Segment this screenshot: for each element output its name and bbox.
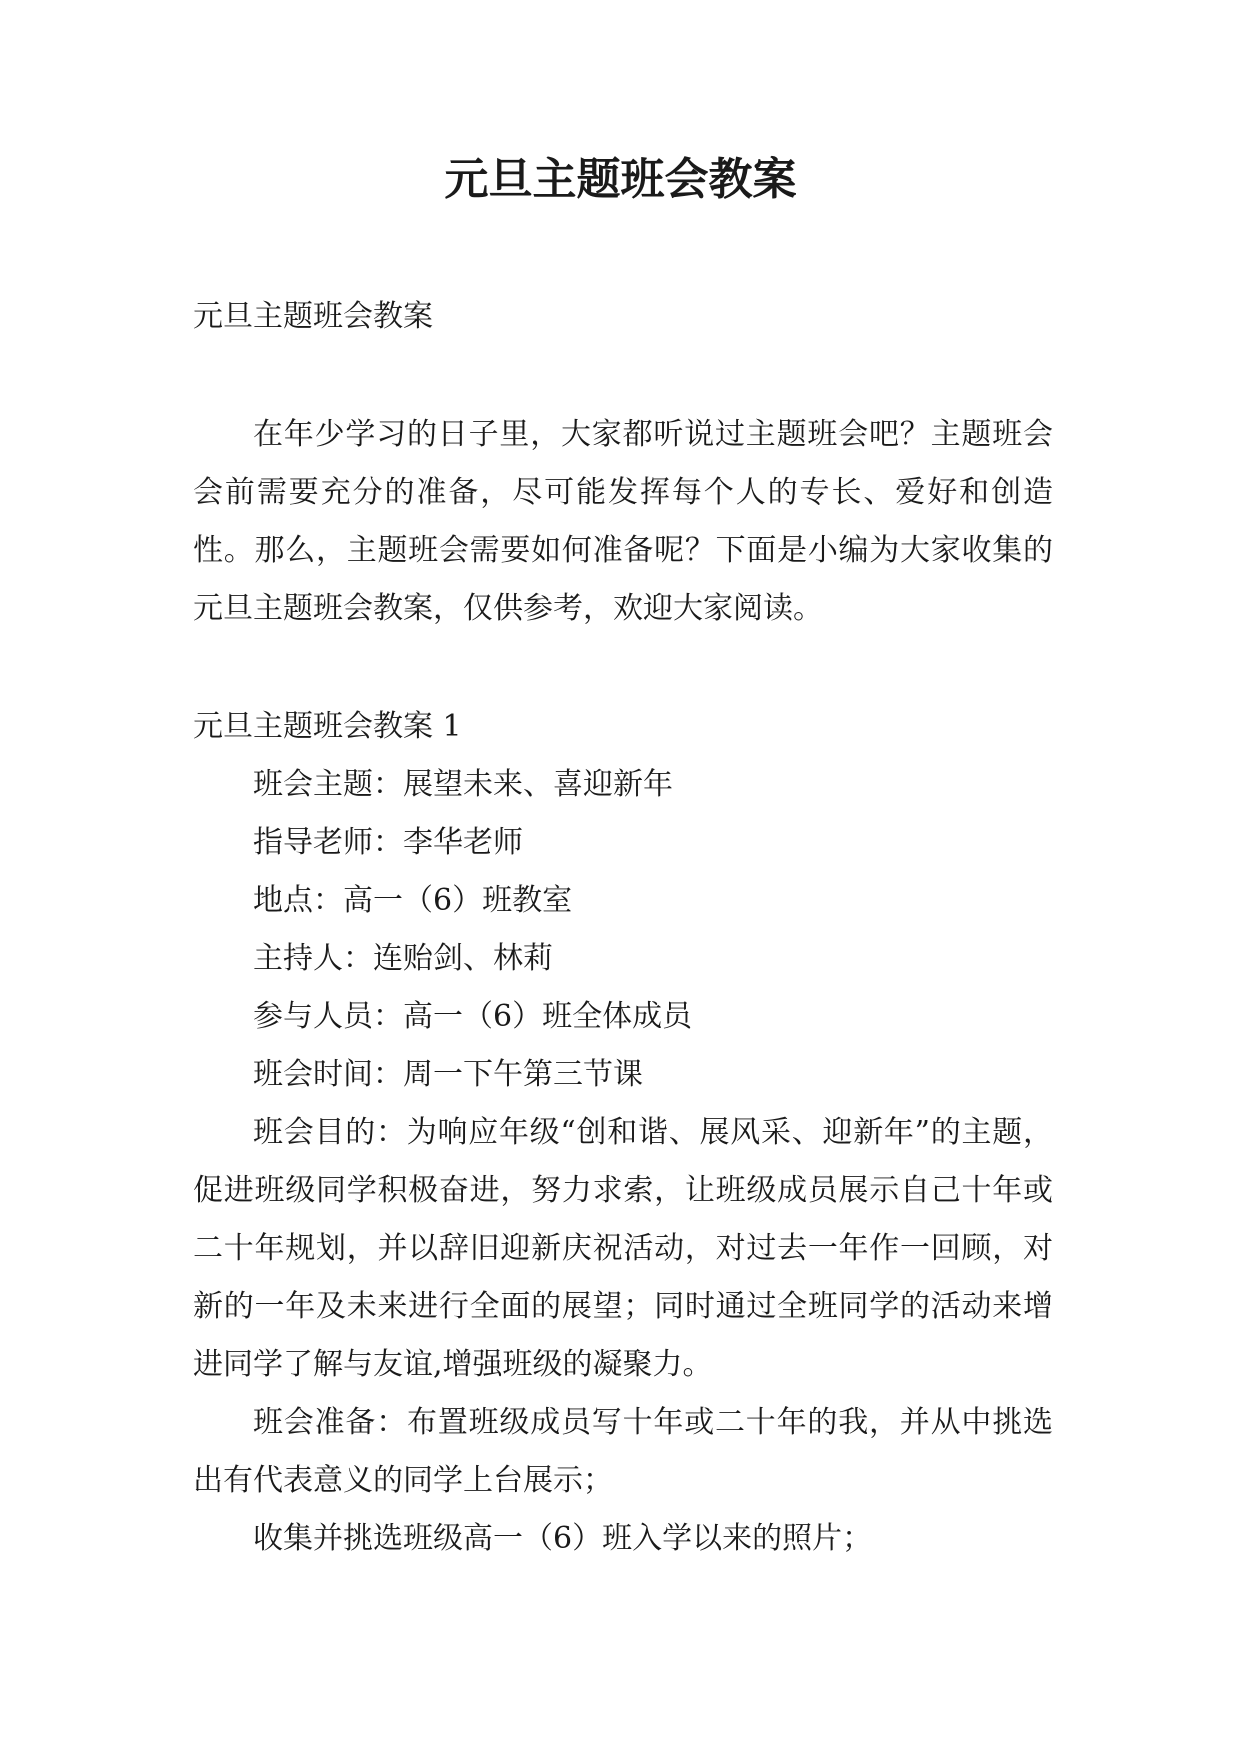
purpose-paragraph: 班会目的：为响应年级“创和谐、展风采、迎新年”的主题，促进班级同学积极奋进，努力求索，让班级成员展示自己十年或二十年规划，并以辞旧迎新庆祝活动，对过去一年作一回顾，对新的一年及未来进行全面的展望；同时通过全班同学的活动来增进同学了解与友谊,增强班级的凝聚力。: [193, 1115, 1053, 1382]
field-location: 地点：高一（6）班教室: [253, 883, 573, 918]
field-theme: 班会主题：展望未来、喜迎新年: [253, 767, 673, 802]
document-subtitle: 元旦主题班会教案: [193, 299, 433, 334]
document-body: [193, 288, 1053, 1568]
collection-paragraph: 收集并挑选班级高一（6）班入学以来的照片；: [253, 1521, 873, 1556]
field-teacher: 指导老师：李华老师: [253, 825, 523, 860]
preparation-paragraph: 班会准备：布置班级成员写十年或二十年的我，并从中挑选出有代表意义的同学上台展示；: [193, 1405, 1053, 1498]
field-participants: 参与人员：高一（6）班全体成员: [253, 999, 693, 1034]
document-title: 元旦主题班会教案: [444, 154, 797, 205]
field-host: 主持人：连贻剑、林莉: [253, 941, 553, 976]
intro-paragraph: 在年少学习的日子里，大家都听说过主题班会吧？主题班会会前需要充分的准备，尽可能发挥每个人的专长、爱好和创造性。那么，主题班会需要如何准备呢？下面是小编为大家收集的元旦主题班会教案，仅供参考，欢迎大家阅读。: [193, 417, 1053, 626]
section-heading: 元旦主题班会教案 1: [193, 709, 462, 744]
field-time: 班会时间：周一下午第三节课: [253, 1057, 643, 1092]
